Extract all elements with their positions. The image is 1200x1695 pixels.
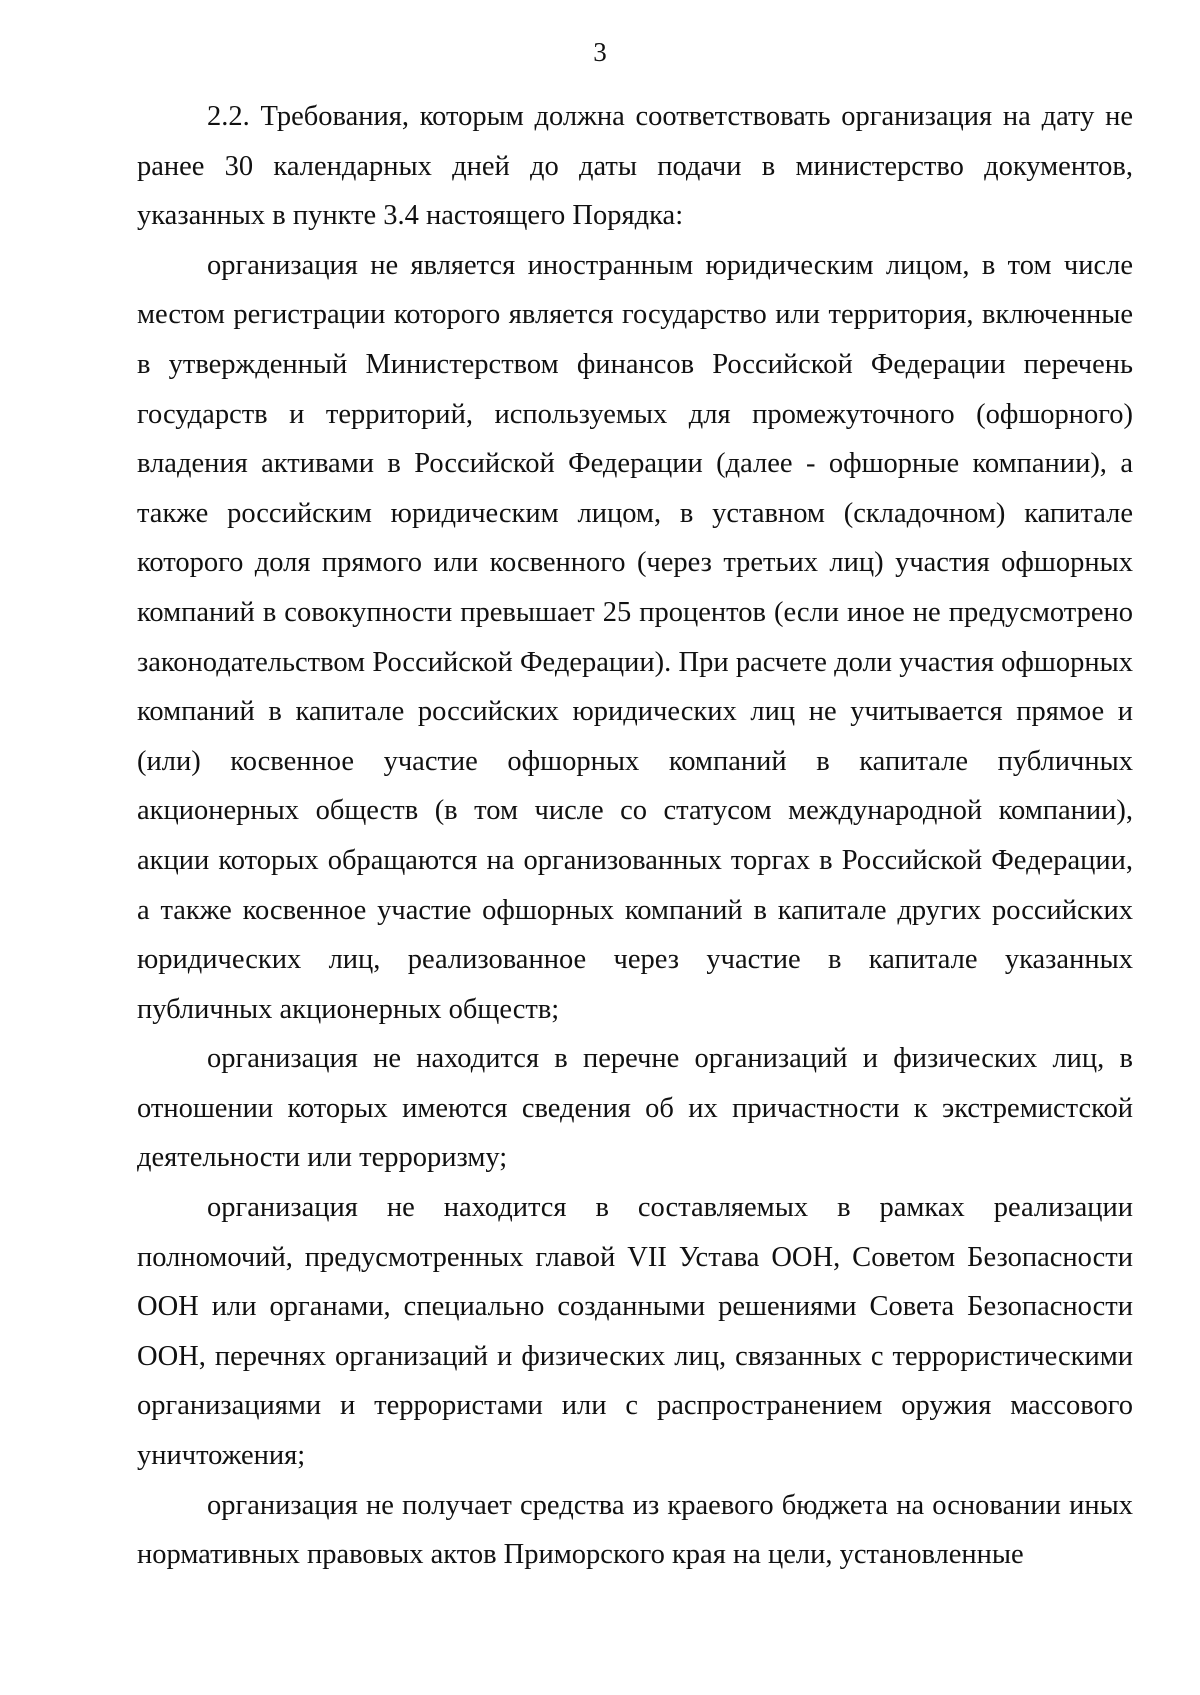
page-number: 3 <box>593 37 607 67</box>
paragraph-requirements-intro: 2.2. Требования, которым должна соответствовать организация на дату не ранее 30 календарных дней до даты подачи в министерство документов, указанных в пункте 3.4 настоящего Порядка: <box>137 101 1133 232</box>
paragraph-offshore-requirement: организация не является иностранным юридическим лицом, в том числе местом регистрации которого является государство или территория, включенные в утвержденный Министерством финансов Российской Федерации перечень государств и территорий, используемых для промежуточного (офшорного) владения активами в Российской Федерации (далее - офшорные компании), а также российским юридическим лицом, в уставном (складочном) капитале которого доля прямого или косвенного (через третьих лиц) участия офшорных компаний в совокупности превышает 25 процентов (если иное не предусмотрено законодательством Российской Федерации). При расчете доли участия офшорных компаний в капитале российских юридических лиц не учитывается прямое и (или) косвенное участие офшорных компаний в капитале публичных акционерных обществ (в том числе со статусом международной компании), акции которых обращаются на организованных торгах в Российской Федерации, а также косвенное участие офшорных компаний в капитале других российских юридических лиц, реализованное через участие в капитале указанных публичных акционерных обществ; <box>137 249 1133 1025</box>
document-body <box>137 92 1133 1580</box>
paragraph-regional-budget-funds: организация не получает средства из краевого бюджета на основании иных нормативных правовых актов Приморского края на цели, установленные <box>137 1489 1133 1571</box>
paragraph-un-sanctions-list: организация не находится в составляемых в рамках реализации полномочий, предусмотренных главой VII Устава ООН, Советом Безопасности ООН или органами, специально созданными решениями Совета Безопасности ООН, перечнях организаций и физических лиц, связанных с террористическими организациями и террористами или с распространением оружия массового уничтожения; <box>137 1192 1133 1472</box>
paragraph-extremism-list: организация не находится в перечне организаций и физических лиц, в отношении которых имеются сведения об их причастности к экстремистской деятельности или терроризму; <box>137 1043 1133 1174</box>
